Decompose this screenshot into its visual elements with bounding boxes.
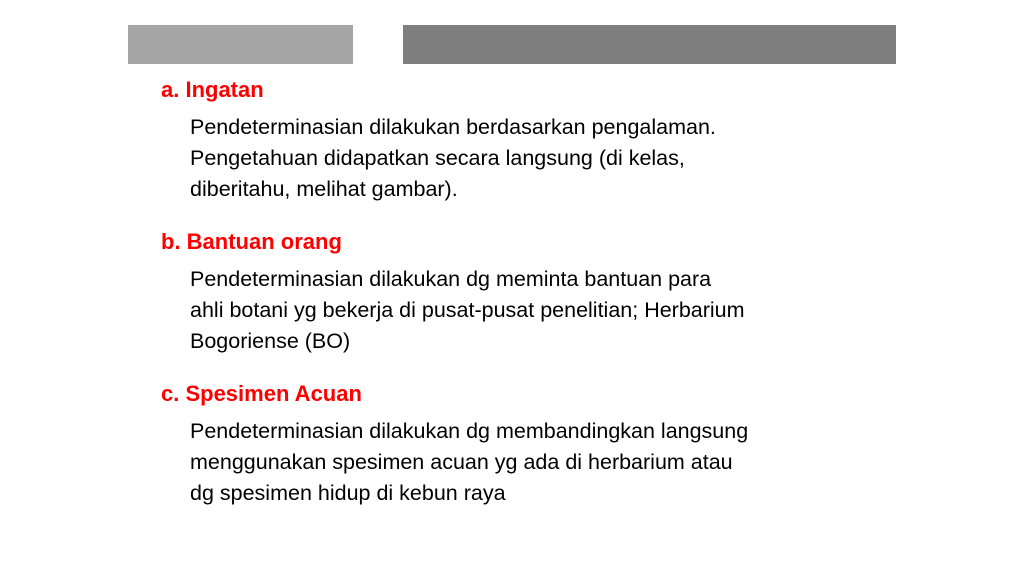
body-line: Pengetahuan didapatkan secara langsung (di kelas, <box>190 146 685 170</box>
section-heading: c. Spesimen Acuan <box>161 381 362 406</box>
slide-content <box>161 76 881 532</box>
section-spesimen-acuan <box>161 380 881 509</box>
section-bantuan-orang <box>161 228 881 357</box>
body-line: ahli botani yg bekerja di pusat-pusat penelitian; Herbarium <box>190 298 745 322</box>
section-body <box>190 112 881 205</box>
header-bar-right <box>403 25 896 64</box>
body-line: diberitahu, melihat gambar). <box>190 177 458 201</box>
section-body <box>190 416 881 509</box>
section-body <box>190 264 881 357</box>
body-line: Pendeterminasian dilakukan dg meminta bantuan para <box>190 267 712 291</box>
body-line: Pendeterminasian dilakukan dg membandingkan langsung <box>190 419 749 443</box>
section-heading: a. Ingatan <box>161 77 264 102</box>
body-line: menggunakan spesimen acuan yg ada di herbarium atau <box>190 450 733 474</box>
section-heading: b. Bantuan orang <box>161 229 342 254</box>
body-line: Bogoriense (BO) <box>190 329 351 353</box>
body-line: dg spesimen hidup di kebun raya <box>190 481 506 505</box>
section-ingatan <box>161 76 881 205</box>
body-line: Pendeterminasian dilakukan berdasarkan pengalaman. <box>190 115 716 139</box>
header-bar-left <box>128 25 353 64</box>
